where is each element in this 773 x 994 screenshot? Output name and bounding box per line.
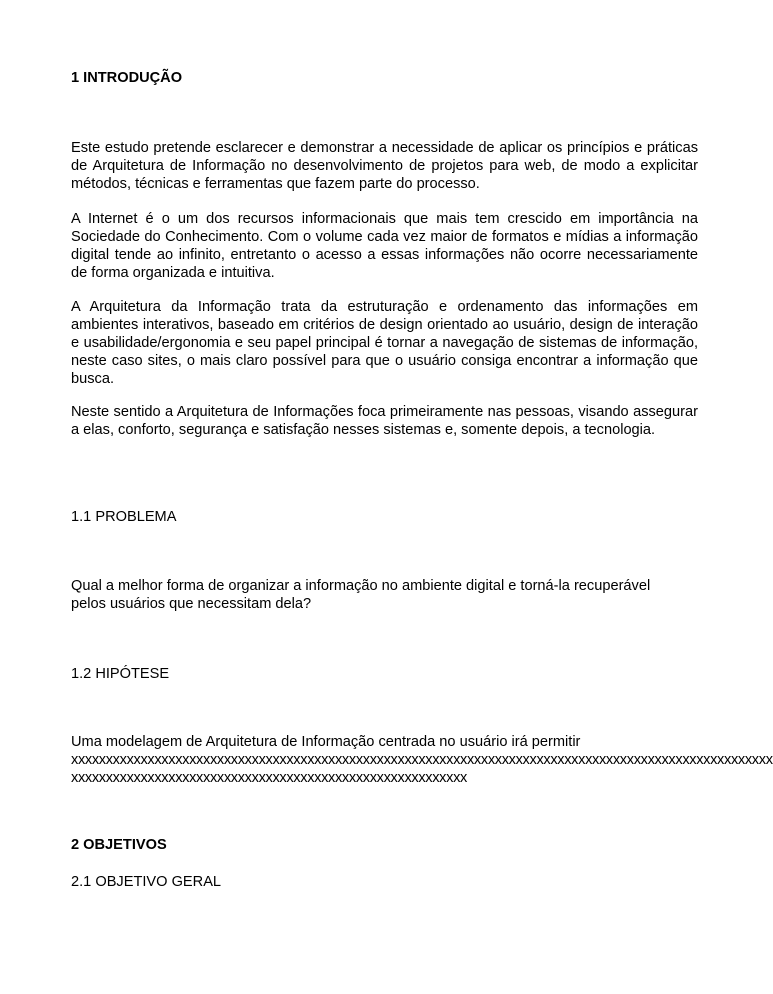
section-1-heading: 1 INTRODUÇÃO bbox=[71, 70, 183, 86]
objetivo-geral-heading: 2.1 OBJETIVO GERAL bbox=[71, 874, 222, 890]
intro-paragraph-2: A Internet é o um dos recursos informacionais que mais tem crescido em importância na Sociedade do Conhecimento. Com o volume cada vez maior de formatos e mídias a informação digital tende ao infinito, entretanto o acesso a essas informações não ocorre necessariamente de forma organizada e intuitiva. bbox=[71, 211, 698, 281]
section-2-heading: 2 OBJETIVOS bbox=[71, 837, 167, 853]
intro-paragraph-1: Este estudo pretende esclarecer e demonstrar a necessidade de aplicar os princípios e práticas de Arquitetura de Informação no desenvolvimento de projetos para web, de modo a explicitar métodos, técnicas e ferramentas que fazem parte do processo. bbox=[71, 140, 698, 192]
intro-paragraph-4: Neste sentido a Arquitetura de Informações foca primeiramente nas pessoas, visando assegurar a elas, conforto, segurança e satisfação nesses sistemas e, somente depois, a tecnologia. bbox=[71, 404, 698, 438]
hipotese-line-2: xxxxxxxxxxxxxxxxxxxxxxxxxxxxxxxxxxxxxxxxxxxxxxxxxxxxxxxxxxxxxxxxxxxxxxxxxxxxxxxxxxxxxxxxxxxxxxxxxxxxx bbox=[71, 752, 773, 768]
problema-line-1: Qual a melhor forma de organizar a informação no ambiente digital e torná-la recuperável bbox=[71, 578, 651, 594]
hipotese-line-3: xxxxxxxxxxxxxxxxxxxxxxxxxxxxxxxxxxxxxxxxxxxxxxxxxxxxxxxxx bbox=[71, 770, 467, 786]
problema-line-2: pelos usuários que necessitam dela? bbox=[71, 596, 312, 612]
hipotese-heading: 1.2 HIPÓTESE bbox=[71, 666, 170, 682]
problema-heading: 1.1 PROBLEMA bbox=[71, 509, 177, 525]
problema-text bbox=[71, 577, 698, 613]
hipotese-text bbox=[71, 733, 773, 787]
hipotese-line-1: Uma modelagem de Arquitetura de Informação centrada no usuário irá permitir bbox=[71, 734, 581, 750]
intro-paragraph-3: A Arquitetura da Informação trata da estruturação e ordenamento das informações em ambientes interativos, baseado em critérios de design orientado ao usuário, design de interação e usabilidade/ergonomia e seu papel principal é tornar a navegação de sistemas de informação, neste caso sites, o mais claro possível para que o usuário consiga encontrar a informação que busca. bbox=[71, 299, 698, 387]
